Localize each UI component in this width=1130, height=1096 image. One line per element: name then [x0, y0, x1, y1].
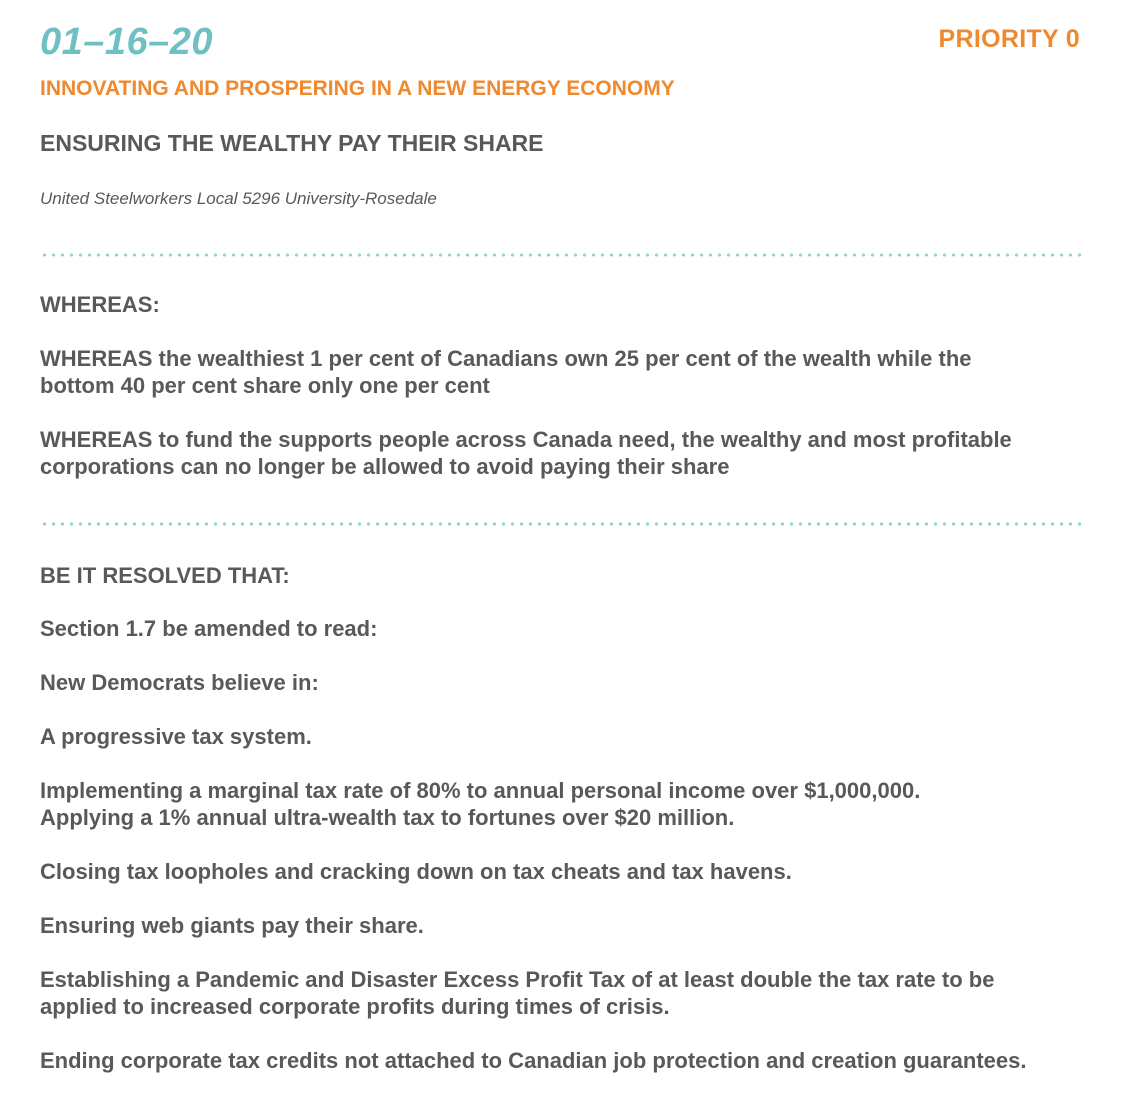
category-heading: INNOVATING AND PROSPERING IN A NEW ENERGY ECONOMY [40, 77, 675, 100]
whereas-heading: WHEREAS: [40, 292, 160, 317]
resolution-number: 01–16–20 [40, 21, 214, 63]
priority-label: PRIORITY 0 [938, 25, 1080, 53]
resolved-paragraph: Implementing a marginal tax rate of 80% to annual personal income over $1,000,000. Applying a 1% annual ultra-wealth tax to fortunes over $20 million. [40, 778, 921, 830]
whereas-clause-1: WHEREAS the wealthiest 1 per cent of Canadians own 25 per cent of the wealth while the bottom 40 per cent share only one per cent [40, 346, 972, 398]
dotted-divider [40, 253, 1082, 257]
resolved-paragraph: Establishing a Pandemic and Disaster Excess Profit Tax of at least double the tax rate to be applied to increased corporate profits during times of crisis. [40, 967, 995, 1019]
resolution-title: ENSURING THE WEALTHY PAY THEIR SHARE [40, 130, 544, 156]
resolved-paragraph: Section 1.7 be amended to read: [40, 616, 378, 641]
resolved-paragraph: Ending corporate tax credits not attached to Canadian job protection and creation guarantees. [40, 1048, 1027, 1073]
whereas-clause-2: WHEREAS to fund the supports people across Canada need, the wealthy and most profitable corporations can no longer be allowed to avoid paying their share [40, 427, 1012, 479]
resolved-heading: BE IT RESOLVED THAT: [40, 563, 290, 588]
dotted-divider [40, 522, 1082, 526]
resolved-paragraph: New Democrats believe in: [40, 670, 319, 695]
resolved-paragraph: Closing tax loopholes and cracking down on tax cheats and tax havens. [40, 859, 792, 884]
resolved-paragraph: Ensuring web giants pay their share. [40, 913, 424, 938]
resolved-paragraph: A progressive tax system. [40, 724, 312, 749]
sponsor-line: United Steelworkers Local 5296 University-Rosedale [40, 189, 437, 208]
